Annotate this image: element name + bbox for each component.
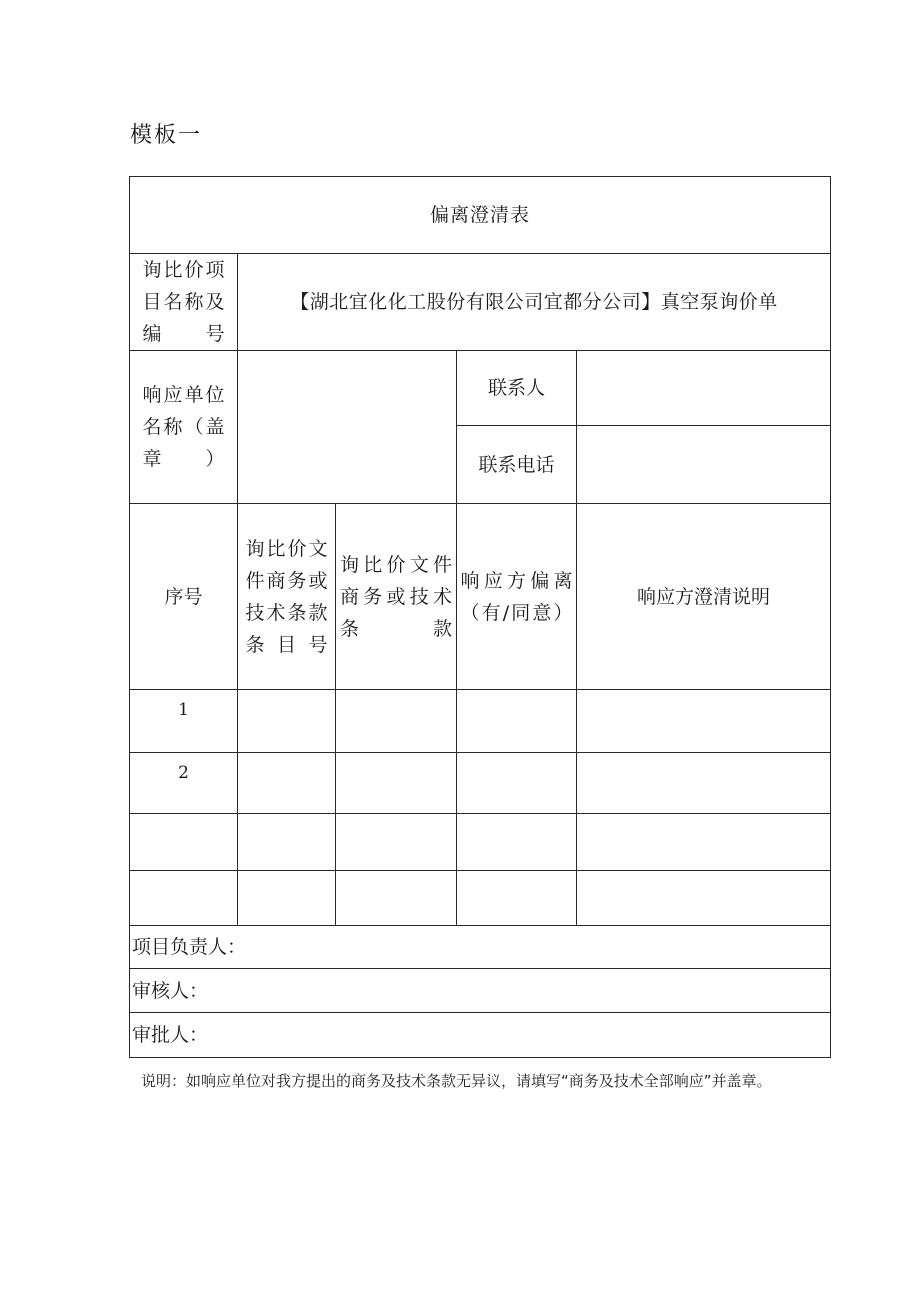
- contact-phone-label: 联系电话: [457, 426, 577, 504]
- row-cell[interactable]: [336, 871, 457, 926]
- header-clarification: 响应方澄清说明: [577, 504, 831, 690]
- reviewer-row[interactable]: 审核人：: [130, 969, 831, 1013]
- contact-phone-value[interactable]: [577, 426, 831, 504]
- row-cell[interactable]: [238, 814, 336, 871]
- row-seq: [130, 871, 238, 926]
- contact-person-label: 联系人: [457, 351, 577, 426]
- footnote: 说明：如响应单位对我方提出的商务及技术条款无异议，请填写“商务及技术全部响应”并盖章。: [141, 1072, 772, 1090]
- row-cell[interactable]: [238, 690, 336, 753]
- table-row: [130, 871, 831, 926]
- project-name-value: 【湖北宜化化工股份有限公司宜都分公司】真空泵询价单: [238, 254, 831, 351]
- table-row: [130, 814, 831, 871]
- header-deviation-text: 响应方偏离（有/同意）: [460, 569, 573, 624]
- respondent-label-text: 响应单位名称（盖章）: [142, 384, 225, 470]
- contact-person-value[interactable]: [577, 351, 831, 426]
- row-cell[interactable]: [336, 753, 457, 814]
- row-cell[interactable]: [577, 814, 831, 871]
- approver-row[interactable]: 审批人：: [130, 1013, 831, 1058]
- row-cell[interactable]: [336, 690, 457, 753]
- project-name-label: [130, 254, 238, 351]
- table-title: 偏离澄清表: [130, 177, 831, 254]
- header-clause: [336, 504, 457, 690]
- respondent-label: [130, 351, 238, 504]
- row-seq: 1: [130, 690, 238, 753]
- row-cell[interactable]: [238, 753, 336, 814]
- row-cell[interactable]: [577, 690, 831, 753]
- row-cell[interactable]: [336, 814, 457, 871]
- project-name-label-text: 询比价项目名称及编号: [142, 259, 225, 345]
- project-manager-row[interactable]: 项目负责人：: [130, 926, 831, 969]
- row-cell[interactable]: [457, 871, 577, 926]
- table-row: [130, 690, 831, 753]
- header-deviation: [457, 504, 577, 690]
- row-cell[interactable]: [457, 753, 577, 814]
- table-row: [130, 753, 831, 814]
- row-cell[interactable]: [238, 871, 336, 926]
- row-cell[interactable]: [577, 753, 831, 814]
- header-clause-text: 询比价文件商务或技术条款: [340, 553, 452, 640]
- row-cell[interactable]: [457, 690, 577, 753]
- header-clause-no-text: 询比价文件商务或技术条款条目号: [245, 537, 328, 656]
- respondent-value[interactable]: [238, 351, 457, 504]
- row-cell[interactable]: [457, 814, 577, 871]
- deviation-clarification-table: [129, 176, 831, 1058]
- row-seq: [130, 814, 238, 871]
- row-cell[interactable]: [577, 871, 831, 926]
- template-label: 模板一: [130, 123, 203, 148]
- header-clause-no: [238, 504, 336, 690]
- row-seq: 2: [130, 753, 238, 814]
- header-seq: 序号: [130, 504, 238, 690]
